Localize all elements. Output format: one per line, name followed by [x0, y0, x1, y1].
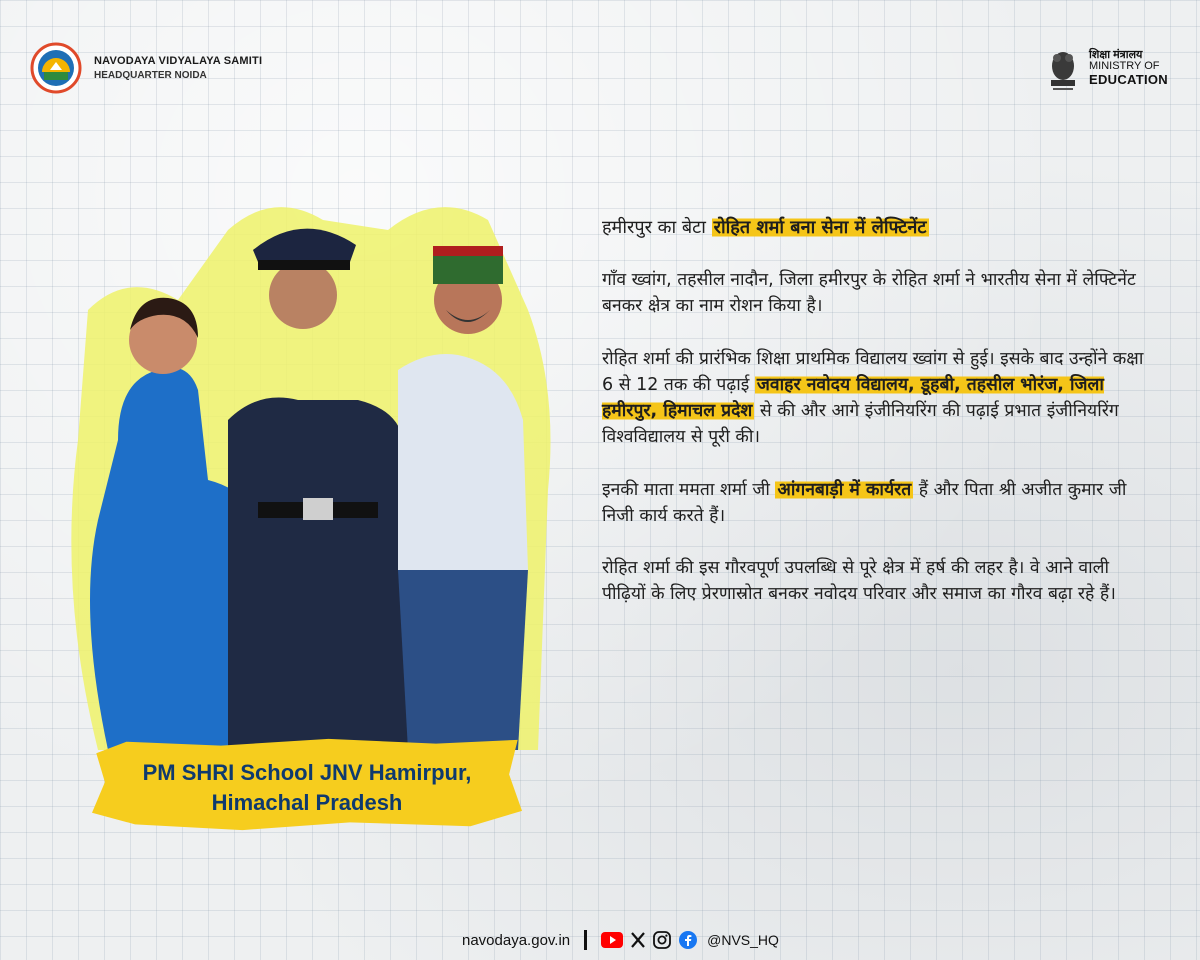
x-icon[interactable] [631, 932, 645, 948]
family-photo [58, 190, 558, 750]
org-name: NAVODAYA VIDYALAYA SAMITI [94, 55, 263, 68]
paragraph-2-highlight: जवाहर नवोदय विद्यालय, डूहबी, तहसील भोरंज, जिला हमीरपुर, हिमाचल प्रदेश [602, 374, 1104, 421]
footer [462, 928, 779, 952]
facebook-icon[interactable] [679, 931, 697, 949]
paragraph-3 [602, 477, 1147, 530]
paragraph-2-text: रोहित शर्मा की प्रारंभिक शिक्षा प्राथमिक विद्यालय ख्वांग से हुई। इसके बाद उन्होंने कक्षा 6 से 12 तक की पढ़ाई [602, 348, 1144, 395]
school-caption [92, 758, 522, 817]
headline-text: हमीरपुर का बेटा [602, 217, 712, 238]
paragraph-3-text: इनकी माता ममता शर्मा जी [602, 479, 776, 500]
family-photo-illustration [58, 190, 558, 750]
paragraph-2-text-end: से की और आगे इंजीनियरिंग की पढ़ाई प्रभात इंजीनियरिंग विश्वविद्यालय से पूरी की। [602, 401, 1119, 448]
headline-highlight: रोहित शर्मा बना सेना में लेफ्टिनेंट [713, 217, 927, 238]
org-subtitle: HEADQUARTER NOIDA [94, 69, 207, 81]
ministry-hindi: शिक्षा मंत्रालय [1088, 48, 1143, 61]
instagram-icon[interactable] [653, 931, 671, 949]
caption-line-2: Himachal Pradesh [211, 789, 403, 815]
paragraph-1: गाँव ख्वांग, तहसील नादौन, जिला हमीरपुर के रोहित शर्मा ने भारतीय सेना में लेफ्टिनेंट बनकर क्षेत्र का नाम रोशन किया है। [602, 270, 1136, 317]
youtube-icon[interactable] [601, 932, 623, 948]
paragraph-3-highlight: आंगनबाड़ी में कार्यरत [777, 479, 912, 500]
article-headline [602, 214, 1147, 241]
paragraph-2 [602, 346, 1147, 451]
caption-line-1: PM SHRI School JNV Hamirpur, [142, 760, 472, 785]
website-link[interactable]: navodaya.gov.in [462, 931, 571, 949]
paragraph-4: रोहित शर्मा की इस गौरवपूर्ण उपलब्धि से पूरे क्षेत्र में हर्ष की लहर है। वे आने वाली पीढ़ियों के लिए प्रेरणास्रोत बनकर नवोदय परिवार और समाज का गौरव बढ़ा रहे हैं। [602, 558, 1116, 605]
social-handle[interactable]: @NVS_HQ [707, 932, 779, 948]
footer-divider [584, 930, 587, 950]
article-body [602, 214, 1147, 634]
ministry-en-line1: MINISTRY OF [1088, 60, 1160, 73]
paragraph-3-text-end: हैं और पिता श्री अजीत कुमार जी निजी कार्य करते हैं। [602, 479, 1127, 526]
national-emblem-icon [1045, 42, 1081, 94]
nvs-header [30, 42, 262, 94]
ministry-header [1045, 42, 1168, 94]
nvs-logo-icon [30, 42, 82, 94]
ministry-en-line2: EDUCATION [1088, 71, 1168, 87]
